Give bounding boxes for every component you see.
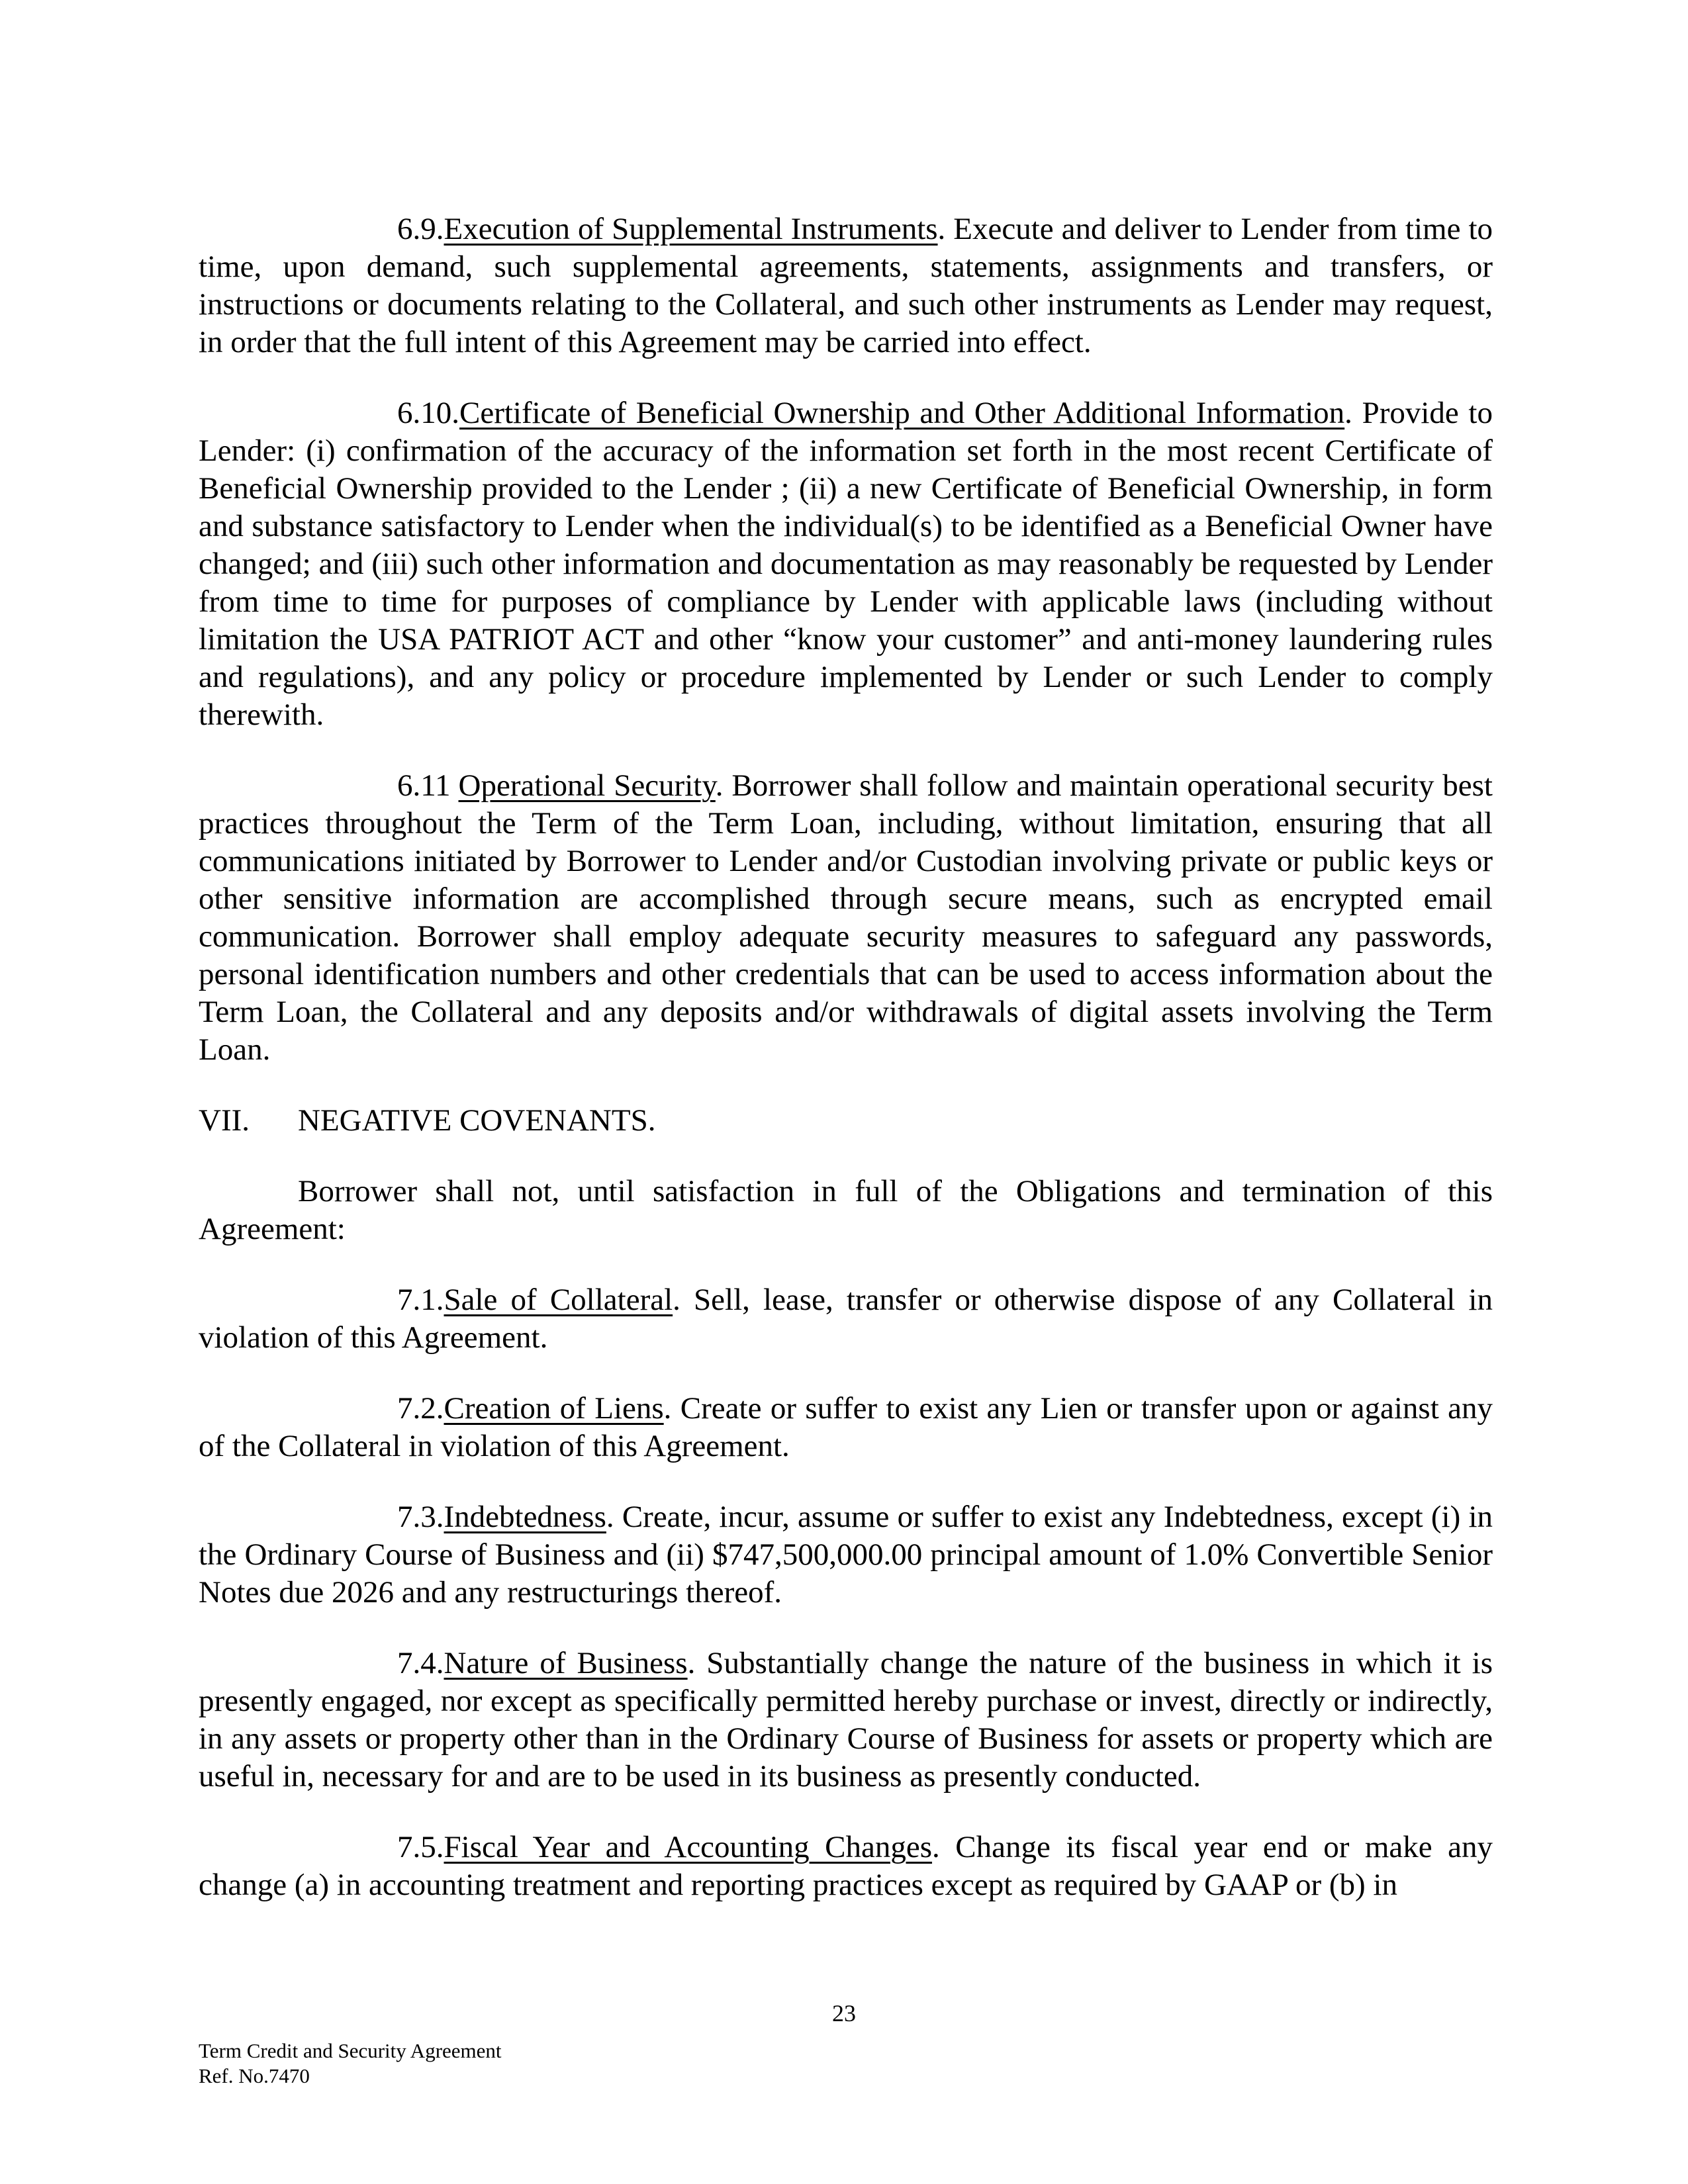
section-heading: Indebtedness: [444, 1500, 606, 1534]
section-7-1: [199, 1281, 1493, 1357]
section-heading: Operational Security: [458, 768, 716, 803]
footer-doc-info: [199, 2038, 502, 2089]
section-6-10: [199, 394, 1493, 734]
section-6-9: [199, 210, 1493, 361]
footer-ref-number: Ref. No.7470: [199, 2064, 310, 2087]
section-number: 7.5.: [397, 1830, 444, 1864]
section-body: . Change its fiscal year end or make any change (a) in accounting treatment and reporting practices except as required by GAAP or (b) in: [199, 1830, 1493, 1902]
section-number: 6.10.: [397, 396, 459, 430]
section-body: . Substantially change the nature of the business in which it is presently engaged, nor except as specifically permitted hereby purchase or invest, directly or indirectly, in any assets or property other than in the Ordinary Course of Business for assets or property which are useful in, necessary for and are to be used in its business as presently conducted.: [199, 1646, 1493, 1794]
section-number: 6.9.: [397, 212, 444, 246]
section-number: 7.1.: [397, 1283, 444, 1317]
section-body: . Create or suffer to exist any Lien or transfer upon or against any of the Collateral in violation of this Agreement.: [199, 1391, 1493, 1463]
section-number: 6.11: [397, 768, 451, 803]
section-body: . Create, incur, assume or suffer to exist any Indebtedness, except (i) in the Ordinary Course of Business and (ii) $747,500,000.00 principal amount of 1.0% Convertible Senior Notes due 2026 and any restructurings thereof.: [199, 1500, 1493, 1610]
article-number: VII.: [199, 1103, 250, 1138]
section-body: . Borrower shall follow and maintain operational security best practices throughout the Term of the Term Loan, including, without limitation, ensuring that all communications initiated by Borrower to Lender and/or Custodian involving private or public keys or other sensitive information are accomplished through secure means, such as encrypted email communication. Borrower shall employ adequate security measures to safeguard any passwords, personal identification numbers and other credentials that can be used to access information about the Term Loan, the Collateral and any deposits and/or withdrawals of digital assets involving the Term Loan.: [199, 768, 1493, 1067]
section-heading: Sale of Collateral: [444, 1283, 673, 1317]
section-heading: Certificate of Beneficial Ownership and Other Additional Information: [459, 396, 1345, 430]
section-7-5: [199, 1829, 1493, 1904]
section-body: . Execute and deliver to Lender from time to time, upon demand, such supplemental agreements, statements, assignments and transfers, or instructions or documents relating to the Collateral, and such other instruments as Lender may request, in order that the full intent of this Agreement may be carried into effect.: [199, 212, 1493, 359]
article-intro: Borrower shall not, until satisfaction in full of the Obligations and termination of this Agreement:: [199, 1174, 1493, 1246]
page-content: [199, 210, 1493, 1937]
section-number: 7.4.: [397, 1646, 444, 1680]
section-heading: Creation of Liens: [444, 1391, 664, 1426]
section-heading: Nature of Business: [444, 1646, 688, 1680]
section-7-4: [199, 1645, 1493, 1796]
section-7-2: [199, 1390, 1493, 1465]
footer-doc-title: Term Credit and Security Agreement: [199, 2039, 502, 2062]
section-number: 7.2.: [397, 1391, 444, 1426]
section-body: . Provide to Lender: (i) confirmation of the accuracy of the information set forth in the most recent Certificate of Beneficial Ownership provided to the Lender ; (ii) a new Certificate of Beneficial Ownership, in form and substance satisfactory to Lender when the individual(s) to be identified as a Beneficial Owner have changed; and (iii) such other information and documentation as may reasonably be requested by Lender from time to time for purposes of compliance by Lender with applicable laws (including without limitation the USA PATRIOT ACT and other “know your customer” and anti-money laundering rules and regulations), and any policy or procedure implemented by Lender or such Lender to comply therewith.: [199, 396, 1493, 732]
section-heading: Fiscal Year and Accounting Changes: [444, 1830, 933, 1864]
article-title: NEGATIVE COVENANTS.: [298, 1103, 656, 1138]
section-7-3: [199, 1498, 1493, 1612]
section-6-11: [199, 767, 1493, 1069]
section-number: 7.3.: [397, 1500, 444, 1534]
page-number: 23: [832, 2000, 856, 2026]
section-body: . Sell, lease, transfer or otherwise dispose of any Collateral in violation of this Agreement.: [199, 1283, 1493, 1355]
section-heading: Execution of Supplemental Instruments: [444, 212, 938, 246]
article-heading: [199, 1102, 1493, 1140]
